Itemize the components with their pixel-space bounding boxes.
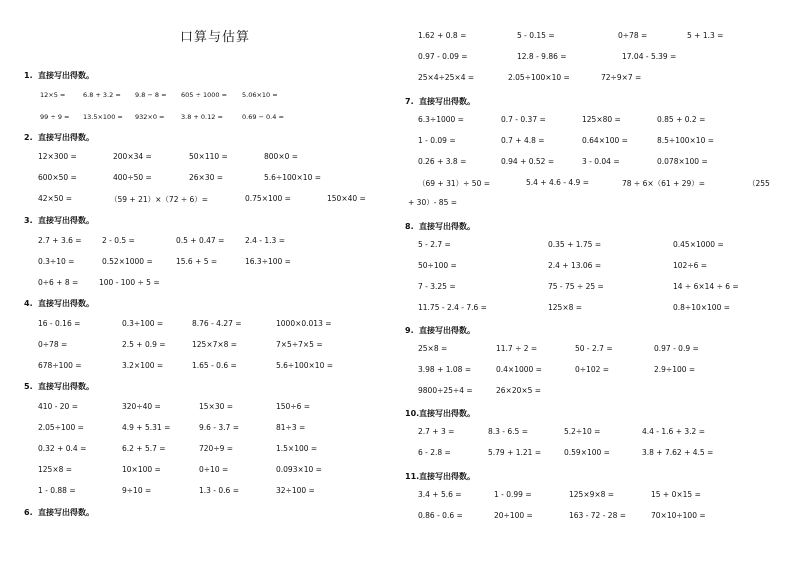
problem-text: 16.3÷100 = xyxy=(245,257,291,266)
problem-text: 0.64×100 = xyxy=(582,136,628,145)
problem-text: 0.35 + 1.75 = xyxy=(548,240,602,249)
section-heading xyxy=(24,215,94,226)
problem-text: 50×110 = xyxy=(189,152,228,161)
problem-text: 10×100 = xyxy=(122,465,161,474)
problem-text: 32÷100 = xyxy=(276,486,315,495)
problem-text: 5.6÷100×10 = xyxy=(276,361,334,370)
section-heading xyxy=(405,471,475,482)
problem-text: 0.3÷10 = xyxy=(38,257,75,266)
problem-text: 9800÷25÷4 = xyxy=(418,386,473,395)
problem-text: 0÷6 + 8 = xyxy=(38,278,79,287)
problem-text: 6.3÷1000 = xyxy=(418,115,464,124)
problem-text: 125×9×8 = xyxy=(569,490,615,499)
section-number: 8. xyxy=(405,222,414,231)
section-number: 10. xyxy=(405,409,420,418)
problem-text: 0÷102 = xyxy=(575,365,610,374)
problem-text: 0.52×1000 = xyxy=(102,257,153,266)
page-title: 口算与估算 xyxy=(179,30,250,45)
problem-text: 5.06×10 = xyxy=(242,91,278,99)
problem-text: （59 + 21）×（72 ÷ 6）= xyxy=(110,195,209,204)
problem-text: 3 - 0.04 = xyxy=(582,157,620,166)
section-heading xyxy=(405,408,475,419)
section-number: 2. xyxy=(24,133,33,142)
problem-text: 2.05÷100 = xyxy=(38,423,84,432)
problem-text: 0.32 + 0.4 = xyxy=(38,444,87,453)
section-label: 直接写出得数。 xyxy=(419,326,475,335)
problem-text: 0.093×10 = xyxy=(276,465,322,474)
problem-text: 0.7 - 0.37 = xyxy=(501,115,546,124)
problem-text: 0÷78 = xyxy=(38,340,68,349)
problem-text: 26×20×5 = xyxy=(496,386,542,395)
section-number: 4. xyxy=(24,299,33,308)
problem-text: 14 ÷ 6×14 ÷ 6 = xyxy=(673,282,739,291)
problem-text: 3.4 + 5.6 = xyxy=(418,490,462,499)
problem-text: + 30）- 85 = xyxy=(408,198,458,207)
problem-text: 163 - 72 - 28 = xyxy=(569,511,627,520)
section-heading xyxy=(24,507,94,518)
problem-text: 9÷10 = xyxy=(122,486,152,495)
section-number: 6. xyxy=(24,508,33,517)
problem-text: 3.8 + 0.12 = xyxy=(181,113,223,121)
problem-text: 50÷100 = xyxy=(418,261,457,270)
problem-text: 1000×0.013 = xyxy=(276,319,332,328)
problem-text: 17.04 - 5.39 = xyxy=(622,52,677,61)
problem-text: 125×8 = xyxy=(38,465,73,474)
problem-text: 2 - 0.5 = xyxy=(102,236,135,245)
problem-text: 9.6 - 3.7 = xyxy=(199,423,239,432)
problem-text: 102÷6 = xyxy=(673,261,708,270)
problem-text: 25×8 = xyxy=(418,344,448,353)
problem-text: 5 - 2.7 = xyxy=(418,240,451,249)
problem-text: 932×0 = xyxy=(135,113,165,121)
problem-text: 2.4 - 1.3 = xyxy=(245,236,285,245)
problem-text: 6.2 + 5.7 = xyxy=(122,444,166,453)
problem-text: 2.05÷100×10 = xyxy=(508,73,570,82)
section-heading xyxy=(24,70,94,81)
problem-text: 3.98 + 1.08 = xyxy=(418,365,472,374)
problem-text: 8.3 - 6.5 = xyxy=(488,427,528,436)
section-heading xyxy=(24,132,94,143)
problem-text: 4.9 + 5.31 = xyxy=(122,423,171,432)
problem-text: 2.9÷100 = xyxy=(654,365,696,374)
problem-text: 13.5×100 = xyxy=(83,113,123,121)
section-number: 3. xyxy=(24,216,33,225)
problem-text: 78 ÷ 6×（61 + 29）= xyxy=(622,179,706,188)
problem-text: 0.4×1000 = xyxy=(496,365,542,374)
problem-text: 2.5 + 0.9 = xyxy=(122,340,166,349)
problem-text: 1.3 - 0.6 = xyxy=(199,486,239,495)
problem-text: 0.3÷100 = xyxy=(122,319,164,328)
problem-text: 2.7 + 3.6 = xyxy=(38,236,82,245)
problem-text: 1.65 - 0.6 = xyxy=(192,361,237,370)
problem-text: 5.79 + 1.21 = xyxy=(488,448,542,457)
section-heading xyxy=(405,221,475,232)
problem-text: 6.8 + 3.2 = xyxy=(83,91,121,99)
section-number: 11. xyxy=(405,472,420,481)
problem-text: 12.8 - 9.86 = xyxy=(517,52,567,61)
problem-text: 0.94 + 0.52 = xyxy=(501,157,555,166)
problem-text: 5.6÷100×10 = xyxy=(264,173,322,182)
problem-text: 1.62 + 0.8 = xyxy=(418,31,467,40)
problem-text: 2.7 + 3 = xyxy=(418,427,455,436)
problem-text: 72÷9×7 = xyxy=(601,73,642,82)
problem-text: 0.5 + 0.47 = xyxy=(176,236,225,245)
problem-text: 16 - 0.16 = xyxy=(38,319,81,328)
problem-text: 70×10÷100 = xyxy=(651,511,706,520)
problem-text: 5.4 + 4.6 - 4.9 = xyxy=(526,178,589,187)
problem-text: 11.7 ÷ 2 = xyxy=(496,344,538,353)
problem-text: 0.26 + 3.8 = xyxy=(418,157,467,166)
problem-text: 125×8 = xyxy=(548,303,583,312)
problem-text: 20÷100 = xyxy=(494,511,533,520)
problem-text: 125×7×8 = xyxy=(192,340,238,349)
problem-text: 5.2÷10 = xyxy=(564,427,601,436)
problem-text: 100 - 100 ÷ 5 = xyxy=(99,278,160,287)
section-number: 5. xyxy=(24,382,33,391)
section-label: 直接写出得数。 xyxy=(419,222,475,231)
section-heading xyxy=(24,381,94,392)
problem-text: 99 ÷ 9 = xyxy=(40,113,70,121)
section-label: 直接写出得数。 xyxy=(38,216,94,225)
problem-text: 9.8 − 8 = xyxy=(135,91,167,99)
section-label: 直接写出得数。 xyxy=(419,472,475,481)
problem-text: 0.7 + 4.8 = xyxy=(501,136,545,145)
section-heading xyxy=(405,96,475,107)
problem-text: 1 - 0.09 = xyxy=(418,136,456,145)
problem-text: 400÷50 = xyxy=(113,173,152,182)
section-number: 9. xyxy=(405,326,414,335)
problem-text: 8.5÷100×10 = xyxy=(657,136,715,145)
section-label: 直接写出得数。 xyxy=(38,382,94,391)
problem-text: 15.6 + 5 = xyxy=(176,257,218,266)
problem-text: 3.8 + 7.62 + 4.5 = xyxy=(642,448,714,457)
section-label: 直接写出得数。 xyxy=(419,97,475,106)
problem-text: 678÷100 = xyxy=(38,361,82,370)
problem-text: 7 - 3.25 = xyxy=(418,282,456,291)
problem-text: 605 ÷ 1000 = xyxy=(181,91,228,99)
problem-text: 2.4 + 13.06 = xyxy=(548,261,602,270)
problem-text: 0.69 − 0.4 = xyxy=(242,113,284,121)
problem-text: 50 - 2.7 = xyxy=(575,344,613,353)
problem-text: 75 - 75 ÷ 25 = xyxy=(548,282,604,291)
problem-text: （69 + 31）÷ 50 = xyxy=(418,179,491,188)
problem-text: 12×300 = xyxy=(38,152,77,161)
problem-text: 0.59×100 = xyxy=(564,448,610,457)
problem-text: 15×30 = xyxy=(199,402,234,411)
section-label: 直接写出得数。 xyxy=(38,508,94,517)
problem-text: 5 - 0.15 = xyxy=(517,31,555,40)
problem-text: 0.45×1000 = xyxy=(673,240,724,249)
problem-text: 1.5×100 = xyxy=(276,444,318,453)
problem-text: 8.76 - 4.27 = xyxy=(192,319,242,328)
problem-text: 0.97 - 0.09 = xyxy=(418,52,468,61)
problem-text: 320÷40 = xyxy=(122,402,161,411)
problem-text: 720÷9 = xyxy=(199,444,234,453)
section-number: 1. xyxy=(24,71,33,80)
problem-text: 12×5 = xyxy=(40,91,66,99)
problem-text: （255 xyxy=(748,179,770,188)
problem-text: 125×80 = xyxy=(582,115,621,124)
problem-text: 0÷10 = xyxy=(199,465,229,474)
problem-text: 200×34 = xyxy=(113,152,152,161)
problem-text: 26×30 = xyxy=(189,173,224,182)
problem-text: 0.97 - 0.9 = xyxy=(654,344,699,353)
problem-text: 15 + 0×15 = xyxy=(651,490,701,499)
problem-text: 0.85 + 0.2 = xyxy=(657,115,706,124)
problem-text: 0.86 - 0.6 = xyxy=(418,511,463,520)
problem-text: 1 - 0.88 = xyxy=(38,486,76,495)
problem-text: 1 - 0.99 = xyxy=(494,490,532,499)
problem-text: 42×50 = xyxy=(38,194,73,203)
problem-text: 0.078×100 = xyxy=(657,157,708,166)
problem-text: 81÷3 = xyxy=(276,423,306,432)
problem-text: 7×5÷7×5 = xyxy=(276,340,323,349)
problem-text: 150×40 = xyxy=(327,194,366,203)
problem-text: 6 - 2.8 = xyxy=(418,448,451,457)
problem-text: 410 - 20 = xyxy=(38,402,79,411)
problem-text: 5 + 1.3 = xyxy=(687,31,724,40)
problem-text: 11.75 - 2.4 - 7.6 = xyxy=(418,303,487,312)
problem-text: 25×4÷25×4 = xyxy=(418,73,475,82)
problem-text: 3.2×100 = xyxy=(122,361,164,370)
problem-text: 600×50 = xyxy=(38,173,77,182)
problem-text: 0.75×100 = xyxy=(245,194,291,203)
section-label: 直接写出得数。 xyxy=(38,133,94,142)
problem-text: 4.4 - 1.6 + 3.2 = xyxy=(642,427,705,436)
problem-text: 0.8÷10×100 = xyxy=(673,303,731,312)
section-number: 7. xyxy=(405,97,414,106)
problem-text: 0÷78 = xyxy=(618,31,648,40)
problem-text: 800×0 = xyxy=(264,152,299,161)
section-label: 直接写出得数。 xyxy=(38,299,94,308)
section-label: 直接写出得数。 xyxy=(38,71,94,80)
problem-text: 150÷6 = xyxy=(276,402,311,411)
section-heading xyxy=(405,325,475,336)
section-label: 直接写出得数。 xyxy=(419,409,475,418)
section-heading xyxy=(24,298,94,309)
